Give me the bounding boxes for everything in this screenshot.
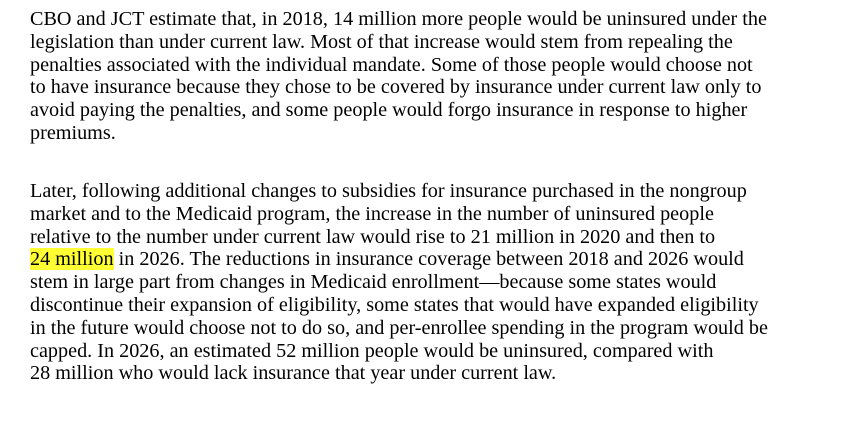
text-line: Later, following additional changes to subsidies for insurance purchased in the nongroup [30, 179, 747, 202]
text-line: penalties associated with the individual mandate. Some of those people would choose not [30, 53, 753, 76]
paragraph-spacer [30, 145, 830, 180]
text-line: legislation than under current law. Most of that increase would stem from repealing the [30, 30, 733, 53]
text-line: relative to the number under current law would rise to 21 million in 2020 and then to [30, 225, 716, 248]
document-body [30, 8, 830, 385]
text-line-rest: in 2026. The reductions in insurance coverage between 2018 and 2026 would [113, 248, 744, 271]
text-line: CBO and JCT estimate that, in 2018, 14 million more people would be uninsured under the [30, 8, 767, 30]
text-line: market and to the Medicaid program, the increase in the number of uninsured people [30, 202, 714, 225]
paragraph-2 [30, 180, 830, 385]
text-line-with-highlight [30, 248, 830, 271]
text-line: 28 million who would lack insurance that year under current law. [30, 362, 557, 385]
text-line: discontinue their expansion of eligibility, some states that would have expanded eligibility [30, 293, 759, 316]
text-line: stem in large part from changes in Medicaid enrollment—because some states would [30, 271, 717, 294]
text-line: capped. In 2026, an estimated 52 million people would be uninsured, compared with [30, 339, 714, 362]
highlighted-text: 24 million [30, 248, 114, 271]
text-line: to have insurance because they chose to be covered by insurance under current law only to [30, 76, 762, 99]
text-line: avoid paying the penalties, and some people would forgo insurance in response to higher [30, 99, 748, 122]
text-line: premiums. [30, 121, 116, 144]
paragraph-1 [30, 8, 830, 145]
text-line: in the future would choose not to do so, and per-enrollee spending in the program would be [30, 316, 768, 339]
